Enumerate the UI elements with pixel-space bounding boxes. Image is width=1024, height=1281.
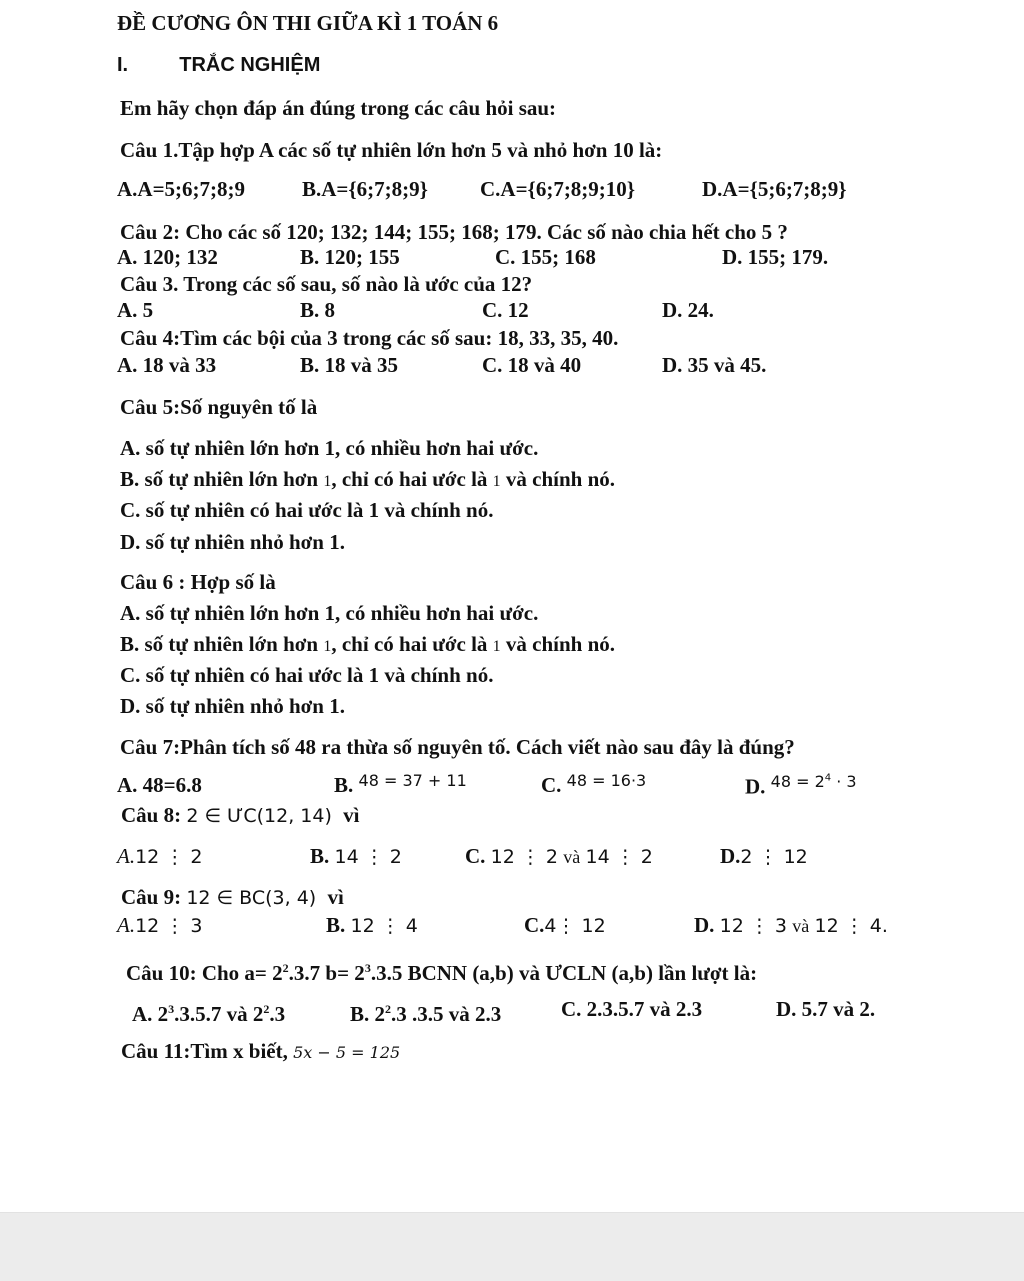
q10-part2: .3.7 b= 2 [288, 961, 365, 985]
q1-option-a[interactable]: A.A=5;6;7;8;9 [117, 177, 246, 201]
q8-option-c-and: và [563, 847, 581, 867]
q1-option-d[interactable]: D.A={5;6;7;8;9} [702, 177, 847, 201]
q4-option-d[interactable]: D. 35 và 45. [662, 353, 767, 377]
q8-option-a[interactable] [117, 843, 202, 870]
section-heading [117, 52, 320, 78]
q7-option-b-expr: 48 = 37 + 11 [358, 771, 467, 790]
q11-expr: 5x − 5 = 125 [293, 1043, 401, 1062]
q3-option-a[interactable]: A. 5 [117, 298, 154, 322]
question-4: Câu 4:Tìm các bội của 3 trong các số sau: 18, 33, 35, 40. [120, 326, 619, 350]
instruction-text: Em hãy chọn đáp án đúng trong các câu hỏi sau: [120, 96, 557, 120]
q6-option-d[interactable]: D. số tự nhiên nhỏ hơn 1. [120, 694, 345, 718]
q5-option-d[interactable]: D. số tự nhiên nhỏ hơn 1. [120, 530, 345, 554]
q9-option-d-expr2: 12 ⋮ 4. [814, 915, 888, 937]
q10-option-a-sup1: 3 [168, 1002, 175, 1016]
q8-option-a-label: A. [117, 844, 136, 868]
q7-option-c-label: C. [541, 773, 562, 797]
q5-option-b-part1: B. số tự nhiên lớn hơn [120, 467, 324, 491]
document-title: ĐỀ CƯƠNG ÔN THI GIỮA KÌ 1 TOÁN 6 [117, 11, 499, 35]
q10-option-a-part2: .3.5.7 và 2 [174, 1002, 264, 1026]
q6-option-a[interactable]: A. số tự nhiên lớn hơn 1, có nhiều hơn hai ước. [120, 601, 539, 625]
q9-tail: vì [327, 885, 344, 909]
q8-option-c-expr2: 14 ⋮ 2 [585, 846, 653, 868]
q6-option-c[interactable]: C. số tự nhiên có hai ước là 1 và chính nó. [120, 663, 494, 687]
question-8 [121, 802, 359, 829]
q7-option-c-expr: 48 = 16·3 [566, 771, 647, 790]
question-11 [121, 1038, 400, 1066]
q7-option-d-exponent: 4 [824, 773, 832, 784]
question-6: Câu 6 : Hợp số là [120, 570, 276, 594]
q2-option-b[interactable]: B. 120; 155 [300, 245, 400, 269]
q6-option-b-one: 1 [323, 638, 332, 655]
q5-option-b[interactable] [120, 466, 615, 495]
q9-option-d-and: và [792, 916, 810, 936]
q9-option-c[interactable] [524, 912, 606, 939]
q9-option-d-expr1: 12 ⋮ 3 [719, 915, 788, 937]
question-10 [126, 955, 757, 986]
q7-option-d-label: D. [745, 774, 766, 799]
q9-option-d-label: D. [694, 913, 715, 937]
q9-option-d[interactable] [694, 912, 888, 939]
q5-option-c[interactable]: C. số tự nhiên có hai ước là 1 và chính nó. [120, 498, 494, 522]
q8-expr: 2 ∈ ƯC(12, 14) [186, 805, 332, 827]
q8-option-d-expr: 2 ⋮ 12 [740, 846, 808, 868]
q8-option-c-expr1: 12 ⋮ 2 [490, 846, 559, 868]
q7-option-b-label: B. [334, 773, 354, 797]
q4-option-b[interactable]: B. 18 và 35 [300, 353, 399, 377]
q10-option-a-part1: A. 2 [132, 1002, 169, 1026]
q10-option-c[interactable]: C. 2.3.5.7 và 2.3 [561, 997, 703, 1021]
q9-option-b-expr: 12 ⋮ 4 [350, 915, 418, 937]
q9-option-b-label: B. [326, 913, 346, 937]
q8-option-a-expr: 12 ⋮ 2 [135, 846, 203, 868]
q8-option-c-label: C. [465, 844, 486, 868]
question-3: Câu 3. Trong các số sau, số nào là ước của 12? [120, 272, 533, 296]
q8-option-b-label: B. [310, 844, 330, 868]
q1-option-c[interactable]: C.A={6;7;8;9;10} [480, 177, 636, 201]
q9-option-a-expr: 12 ⋮ 3 [135, 915, 203, 937]
q10-option-d[interactable]: D. 5.7 và 2. [776, 997, 876, 1021]
q10-option-b-sup1: 2 [385, 1002, 392, 1016]
q8-option-d[interactable] [720, 843, 808, 870]
q2-option-a[interactable]: A. 120; 132 [117, 245, 218, 269]
question-9 [121, 884, 344, 911]
q10-part3: .3.5 BCNN (a,b) và ƯCLN (a,b) lần lượt là: [370, 961, 758, 985]
q5-option-b-part2: , chỉ có hai ước là [331, 467, 493, 491]
q10-option-b-part2: .3 .3.5 và 2.3 [391, 1002, 502, 1026]
q11-text: Câu 11:Tìm x biết, [121, 1039, 294, 1063]
q8-tail: vì [343, 803, 360, 827]
q10-option-a[interactable] [132, 996, 285, 1027]
q4-option-c[interactable]: C. 18 và 40 [482, 353, 582, 377]
q1-option-b[interactable]: B.A={6;7;8;9} [302, 177, 428, 201]
q6-option-b[interactable] [120, 631, 615, 660]
q7-option-a[interactable]: A. 48=6.8 [117, 773, 202, 797]
q3-option-d[interactable]: D. 24. [662, 298, 714, 322]
page-bottom-margin [0, 1212, 1024, 1281]
q9-option-c-expr: 4⋮ 12 [544, 915, 606, 937]
q10-part1: Câu 10: Cho a= 2 [126, 961, 283, 985]
section-number: I. [117, 54, 129, 76]
q6-option-b-part1: B. số tự nhiên lớn hơn [120, 632, 324, 656]
q8-option-d-label: D. [720, 844, 741, 868]
q5-option-b-one: 1 [323, 473, 332, 490]
q3-option-c[interactable]: C. 12 [482, 298, 529, 322]
q9-option-a[interactable] [117, 912, 202, 939]
q9-option-a-label: A. [117, 913, 136, 937]
q7-option-d-base: 48 = 2 [770, 772, 825, 792]
question-1: Câu 1.Tập hợp A các số tự nhiên lớn hơn 5 và nhỏ hơn 10 là: [120, 138, 663, 162]
question-7: Câu 7:Phân tích số 48 ra thừa số nguyên tố. Cách viết nào sau đây là đúng? [120, 735, 795, 759]
question-5: Câu 5:Số nguyên tố là [120, 395, 318, 419]
q2-option-d[interactable]: D. 155; 179. [722, 245, 829, 269]
q7-option-d[interactable] [745, 772, 857, 801]
question-2: Câu 2: Cho các số 120; 132; 144; 155; 168; 179. Các số nào chia hết cho 5 ? [120, 220, 788, 244]
q8-label: Câu 8: [121, 803, 182, 827]
q6-option-b-part2: , chỉ có hai ước là [331, 632, 493, 656]
q8-option-c[interactable] [465, 843, 653, 870]
q7-option-d-expr [771, 772, 857, 791]
q10-option-a-sup2: 2 [263, 1002, 270, 1016]
q8-option-b[interactable] [310, 843, 402, 870]
q8-option-b-expr: 14 ⋮ 2 [334, 846, 402, 868]
q2-option-c[interactable]: C. 155; 168 [495, 245, 596, 269]
q7-option-d-tail: · 3 [831, 772, 857, 792]
q5-option-a[interactable]: A. số tự nhiên lớn hơn 1, có nhiều hơn hai ước. [120, 436, 539, 460]
q9-option-b[interactable] [326, 912, 418, 939]
q10-option-a-part3: .3 [269, 1002, 286, 1026]
q6-option-b-one2: 1 [492, 638, 501, 655]
q5-option-b-one2: 1 [492, 473, 501, 490]
q4-option-a[interactable]: A. 18 và 33 [117, 353, 217, 377]
q9-expr: 12 ∈ BC(3, 4) [186, 887, 317, 909]
q10-sup1: 2 [282, 961, 289, 975]
q10-option-b[interactable] [350, 996, 501, 1027]
q3-option-b[interactable]: B. 8 [300, 298, 336, 322]
q5-option-b-part3: và chính nó. [500, 467, 616, 491]
q10-option-b-part1: B. 2 [350, 1002, 386, 1026]
q10-sup2: 3 [364, 961, 371, 975]
q6-option-b-part3: và chính nó. [500, 632, 616, 656]
q9-label: Câu 9: [121, 885, 182, 909]
q9-option-c-label: C. [524, 913, 545, 937]
section-label: TRẮC NGHIỆM [179, 54, 321, 76]
q7-option-b[interactable] [334, 772, 467, 800]
q7-option-c[interactable] [541, 772, 646, 800]
